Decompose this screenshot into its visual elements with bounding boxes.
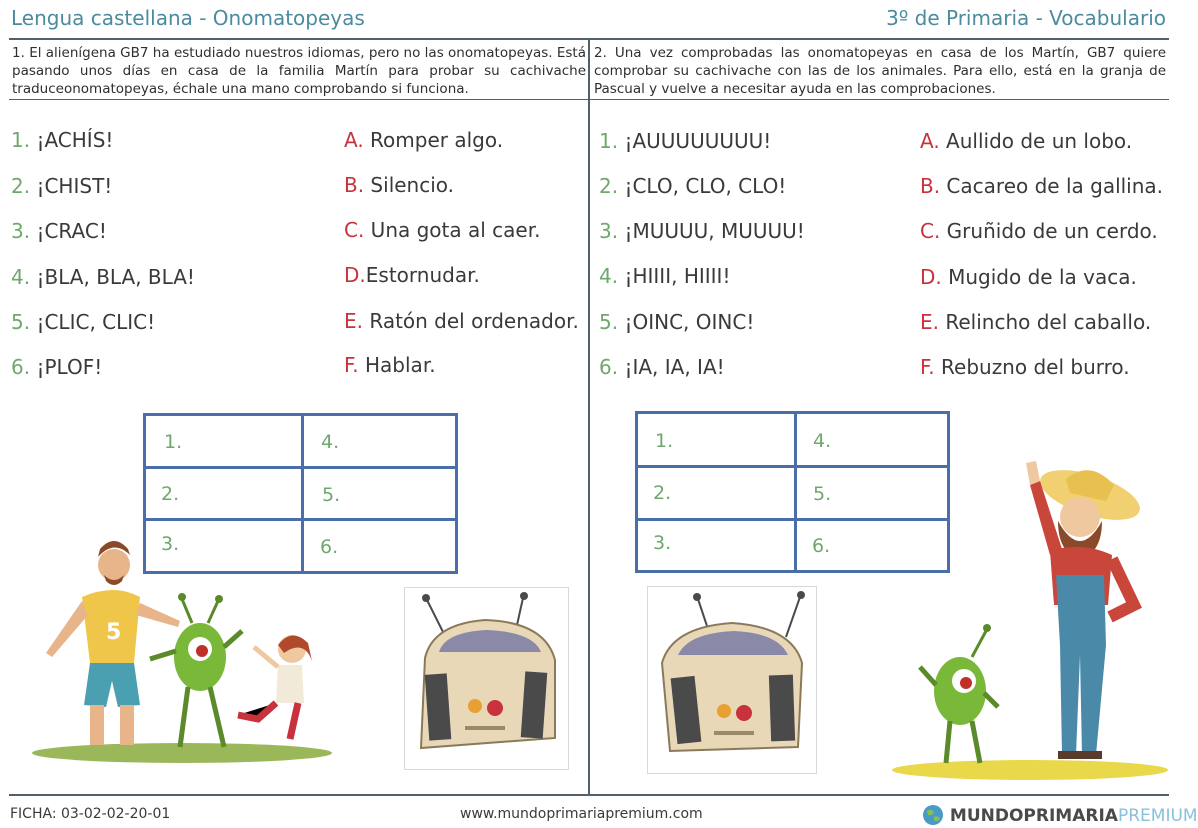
ex2-answer-cell-5[interactable]: 5. — [813, 483, 832, 505]
ex1-sound-4: 4. ¡BLA, BLA, BLA! — [11, 265, 195, 289]
footer-url[interactable]: www.mundoprimariapremium.com — [460, 806, 703, 822]
ex1-answer-cell-3[interactable]: 3. — [161, 533, 180, 555]
ex2-sound-6: 6. ¡IA, IA, IA! — [599, 355, 725, 379]
family-illustration — [22, 535, 332, 765]
radio-gadget-icon — [405, 588, 568, 769]
ex2-answer-cell-4[interactable]: 4. — [813, 430, 832, 452]
ex2-meaning-f: F. Rebuzno del burro. — [920, 355, 1130, 379]
ex2-sound-3: 3. ¡MUUUU, MUUUU! — [599, 219, 805, 243]
footer-ficha: FICHA: 03-02-02-20-01 — [10, 806, 171, 822]
ex2-meaning-e: E. Relincho del caballo. — [920, 310, 1152, 334]
ex2-sound-1: 1. ¡AUUUUUUUU! — [599, 129, 772, 153]
svg-text:5: 5 — [106, 620, 122, 645]
ex1-sound-3: 3. ¡CRAC! — [11, 219, 107, 243]
ex1-answer-cell-4[interactable]: 4. — [321, 431, 340, 453]
exercise1-instruction: 1. El alienígena GB7 ha estudiado nuestros idiomas, pero no las onomatopeyas. Está pasando unos días en casa de la familia Martín para probar su cachivache traduceonomatopeyas, échale una mano comprobando si funciona. — [12, 45, 586, 97]
bottom-divider — [9, 794, 1169, 796]
ex2-answer-cell-2[interactable]: 2. — [653, 482, 672, 504]
ex2-meaning-a: A. Aullido de un lobo. — [920, 129, 1133, 153]
ex2-answer-cell-3[interactable]: 3. — [653, 532, 672, 554]
ex2-sound-2: 2. ¡CLO, CLO, CLO! — [599, 174, 787, 198]
ex1-meaning-e: E. Ratón del ordenador. — [344, 309, 579, 333]
footer-brand-logo — [922, 804, 1198, 826]
ex2-meaning-b: B. Cacareo de la gallina. — [920, 174, 1164, 198]
ex1-sound-6: 6. ¡PLOF! — [11, 355, 103, 379]
ex1-meaning-b: B. Silencio. — [344, 173, 455, 197]
ex2-meaning-c: C. Gruñido de un cerdo. — [920, 219, 1158, 243]
radio-gadget-icon — [648, 587, 816, 773]
ex2-sound-4: 4. ¡HIIII, HIIII! — [599, 264, 731, 288]
ex1-answer-cell-1[interactable]: 1. — [164, 431, 183, 453]
page-title-right: 3º de Primaria - Vocabulario — [886, 6, 1166, 30]
ex1-answer-cell-5[interactable]: 5. — [322, 484, 341, 506]
ex1-meaning-d: D.Estornudar. — [344, 263, 480, 287]
ex2-sound-5: 5. ¡OINC, OINC! — [599, 310, 755, 334]
brand-accent: PREMIUM — [1117, 806, 1198, 826]
ex1-meaning-f: F. Hablar. — [344, 353, 436, 377]
globe-logo-icon — [922, 804, 944, 826]
ex1-answer-cell-6[interactable]: 6. — [320, 536, 339, 558]
ex2-answer-cell-6[interactable]: 6. — [812, 535, 831, 557]
radio-gadget-image-right — [647, 586, 817, 774]
radio-gadget-image-left — [404, 587, 569, 770]
ex1-sound-1: 1. ¡ACHÍS! — [11, 128, 114, 152]
brand-main: MUNDOPRIMARIA — [949, 806, 1118, 826]
ex1-meaning-c: C. Una gota al caer. — [344, 218, 541, 242]
ex2-meaning-d: D. Mugido de la vaca. — [920, 265, 1137, 289]
ex1-answer-cell-2[interactable]: 2. — [161, 483, 180, 505]
ex1-meaning-a: A. Romper algo. — [344, 128, 504, 152]
ex1-sound-2: 2. ¡CHIST! — [11, 174, 113, 198]
farmer-alien-illustration — [890, 455, 1170, 785]
page-title-left: Lengua castellana - Onomatopeyas — [11, 6, 365, 30]
ex1-sound-5: 5. ¡CLIC, CLIC! — [11, 310, 156, 334]
ex2-answer-cell-1[interactable]: 1. — [655, 430, 674, 452]
exercise2-instruction: 2. Una vez comprobadas las onomatopeyas en casa de los Martín, GB7 quiere comprobar su cachivache con las de los animales. Para ello, está en la granja de Pascual y vuelve a necesitar ayuda en las comprobaciones. — [594, 45, 1166, 97]
center-divider — [588, 38, 590, 794]
